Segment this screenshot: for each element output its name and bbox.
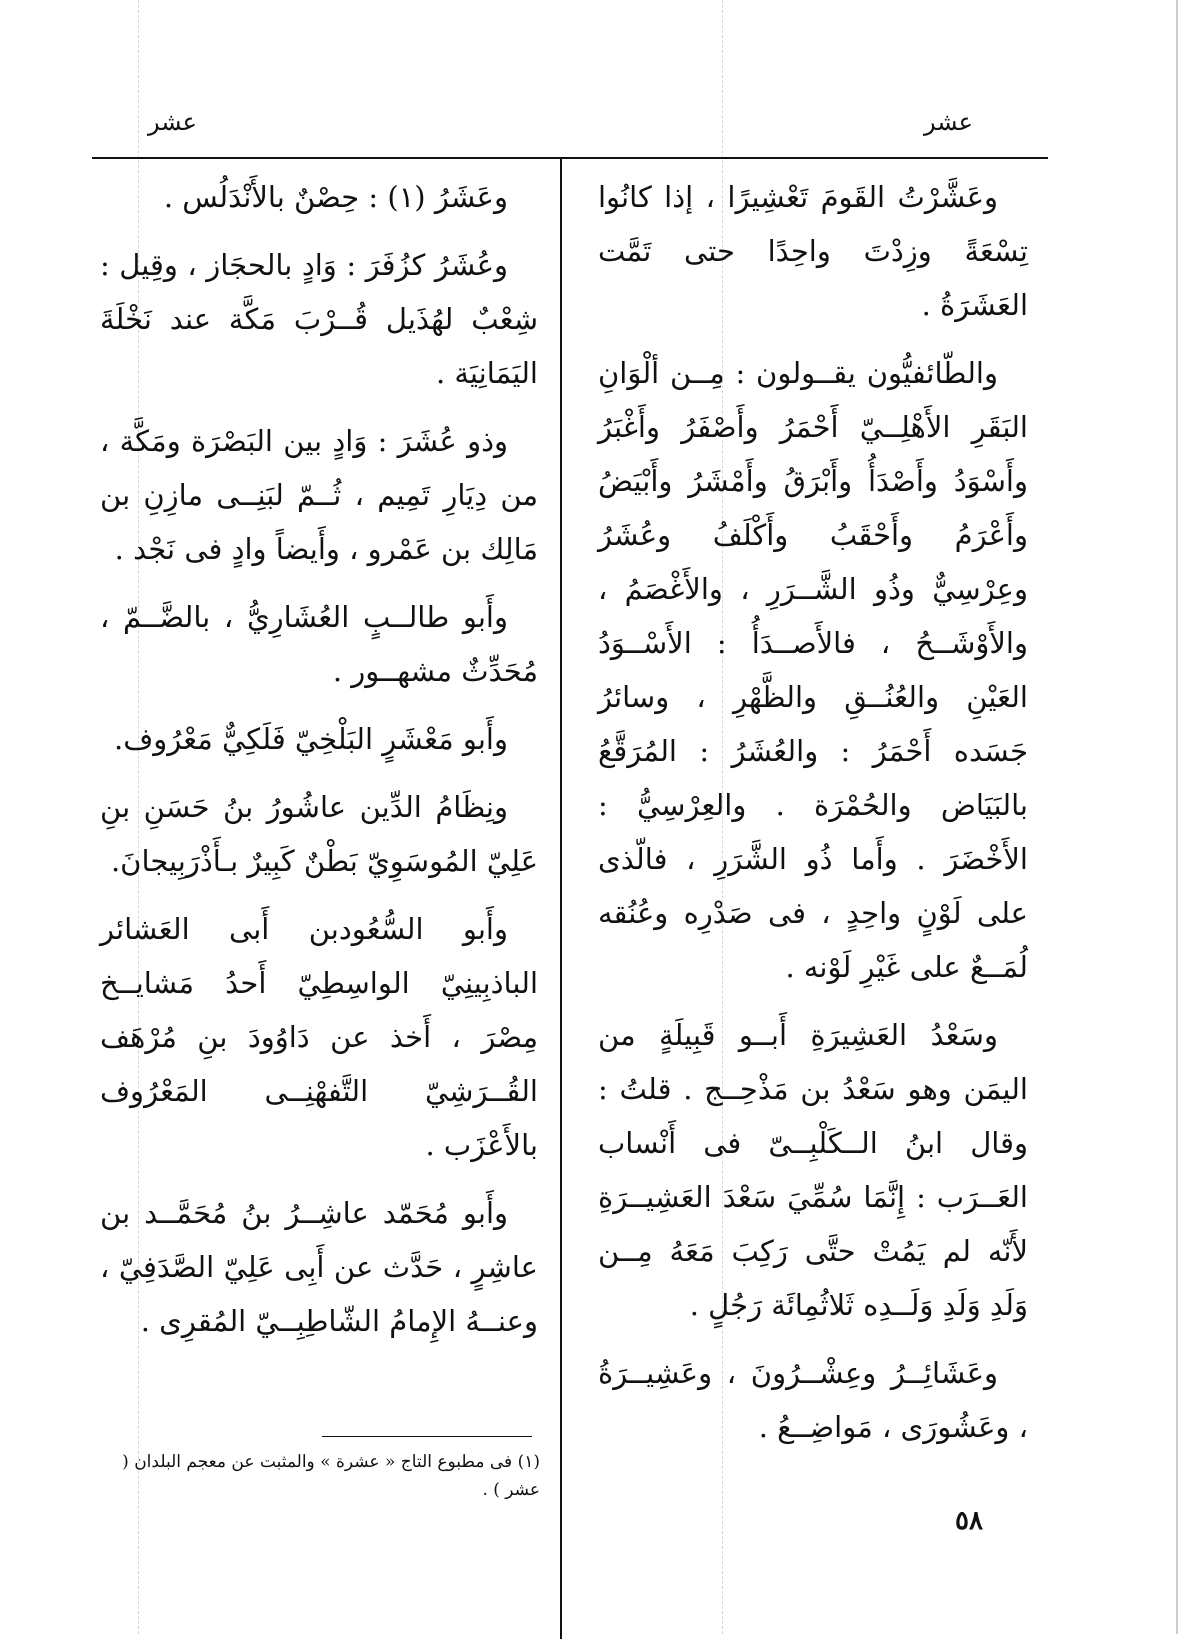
entry-paragraph: وأَبو مُحَمّد عاشِــرُ بنُ مُحَمَّــد بن عاشِرٍ ، حَدَّث عن أَبِى عَلِيّ الصَّدَفِيّ ، وعنــهُ الإِمامُ الشّاطِبِــيّ المُقرِى .: [100, 1196, 538, 1338]
header-rule: [92, 157, 1048, 159]
running-header-right: عشر: [924, 108, 973, 136]
running-header-left: عشر: [148, 108, 197, 136]
entry-paragraph: ونِظَامُ الدِّين عاشُورُ بنُ حَسَنِ بنِ عَلِيّ المُوسَوِيّ بَطْنٌ كَبِيرٌ بـأَذْرَبِيجانَ.: [100, 790, 538, 878]
scan-edge-line: [1176, 0, 1178, 1634]
column-divider: [560, 159, 562, 1639]
entry-paragraph: وعَشَائِــرُ وعِشْــرُونَ ، وعَشِيــرَةُ ، وعَشُورَى ، مَواضِــعُ .: [598, 1356, 1028, 1444]
page-number: ٥٨: [955, 1506, 983, 1536]
entry-paragraph: وعَشَّرْتُ القَومَ تَعْشِيرًا ، إذا كانُوا تِسْعَةً وزِدْتَ واحِدًا حتى تَمَّت العَشَرَةُ .: [598, 180, 1028, 322]
left-column: [100, 170, 538, 1362]
footnote-rule: [322, 1436, 532, 1437]
entry-paragraph: وأَبو مَعْشَرٍ البَلْخِيّ فَلَكِيٌّ مَعْرُوف.: [114, 722, 508, 756]
entry-paragraph: وذو عُشَرَ : وَادٍ بين البَصْرَة ومَكَّة ، من دِيَارِ تَمِيم ، ثُــمّ لبَنِــى مازِنِ بن مَالِك بن عَمْرو ، وأَيضاً وادٍ فى نَجْد .: [100, 424, 538, 566]
entry-paragraph: والطّائفيُّون يقــولون : مِــن ألْوَانِ البَقَرِ الأَهْلِــيّ أَحْمَرُ وأَصْفَرُ وأَغْبَرُ وأَسْوَدُ وأَصْدَأُ وأَبْرَقُ وأَمْشَرُ وأَبْيَضُ وأَعْرَمُ وأَحْقَبُ وأَكْلَفُ وعُشَرُ وعِرْسِيٌّ وذُو الشَّــرَرِ ، والأَغْصَمُ ، والأَوْشَــحُ ، فالأَصــدَأُ : الأَسْــوَدُ العَيْنِ والعُنُــقِ والظَّهْرِ ، وسائرُ جَسَده أَحْمَرُ : والعُشَرُ : المُرَقَّعُ بالبَيَاض والحُمْرَة . والعِرْسِيُّ : الأَخْضَرَ . وأَما ذُو الشَّرَرِ ، فالّذى على لَوْنٍ واحِدٍ ، فى صَدْرِه وعُنُقه لُمَــعٌ على غَيْرِ لَوْنه .: [598, 356, 1028, 984]
right-column: [598, 170, 1028, 1468]
footnote: (١) فى مطبوع التاج « عشرة » والمثبت عن معجم البلدان ( عشر ) .: [122, 1452, 540, 1500]
entry-paragraph: وسَعْدُ العَشِيرَةِ أَبــو قَبِيلَةٍ من اليمَن وهو سَعْدُ بن مَذْحِــج . قلتُ : وقال ابنُ الــكَلْبِــىّ فى أَنْساب العَــرَب : إِنَّمَا سُمِّيَ سَعْدَ العَشِيــرَةِ لأَنّه لم يَمُتْ حتَّى رَكِبَ مَعَهُ مِــن وَلَدِ وَلَدِ وَلَــدِه ثَلاثُمِائَة رَجُلٍ .: [598, 1018, 1028, 1322]
entry-paragraph: وأَبو طالــبٍ العُشَارِيُّ ، بالضَّــمّ ، مُحَدِّثٌ مشهــور .: [100, 600, 538, 688]
entry-paragraph: وعَشَرُ (١) : حِصْنٌ بالأَنْدَلُس .: [163, 180, 508, 214]
entry-paragraph: وعُشَرُ كزُفَرَ : وَادٍ بالحجَاز ، وقِيل : شِعْبٌ لهُذَيل قُــرْبَ مَكَّة عند نَخْلَةَ اليَمَانِيَة .: [100, 248, 538, 390]
entry-paragraph: وأَبو السُّعُودبن أَبى العَشائر الباذبِينِيّ الواسِطِيّ أَحدُ مَشايــخ مِصْرَ ، أَخذ عن دَاوُودَ بنِ مُرْهَف القُــرَشِيّ التَّفهْنِــى المَعْرُوف بالأَعْزَب .: [100, 912, 538, 1162]
